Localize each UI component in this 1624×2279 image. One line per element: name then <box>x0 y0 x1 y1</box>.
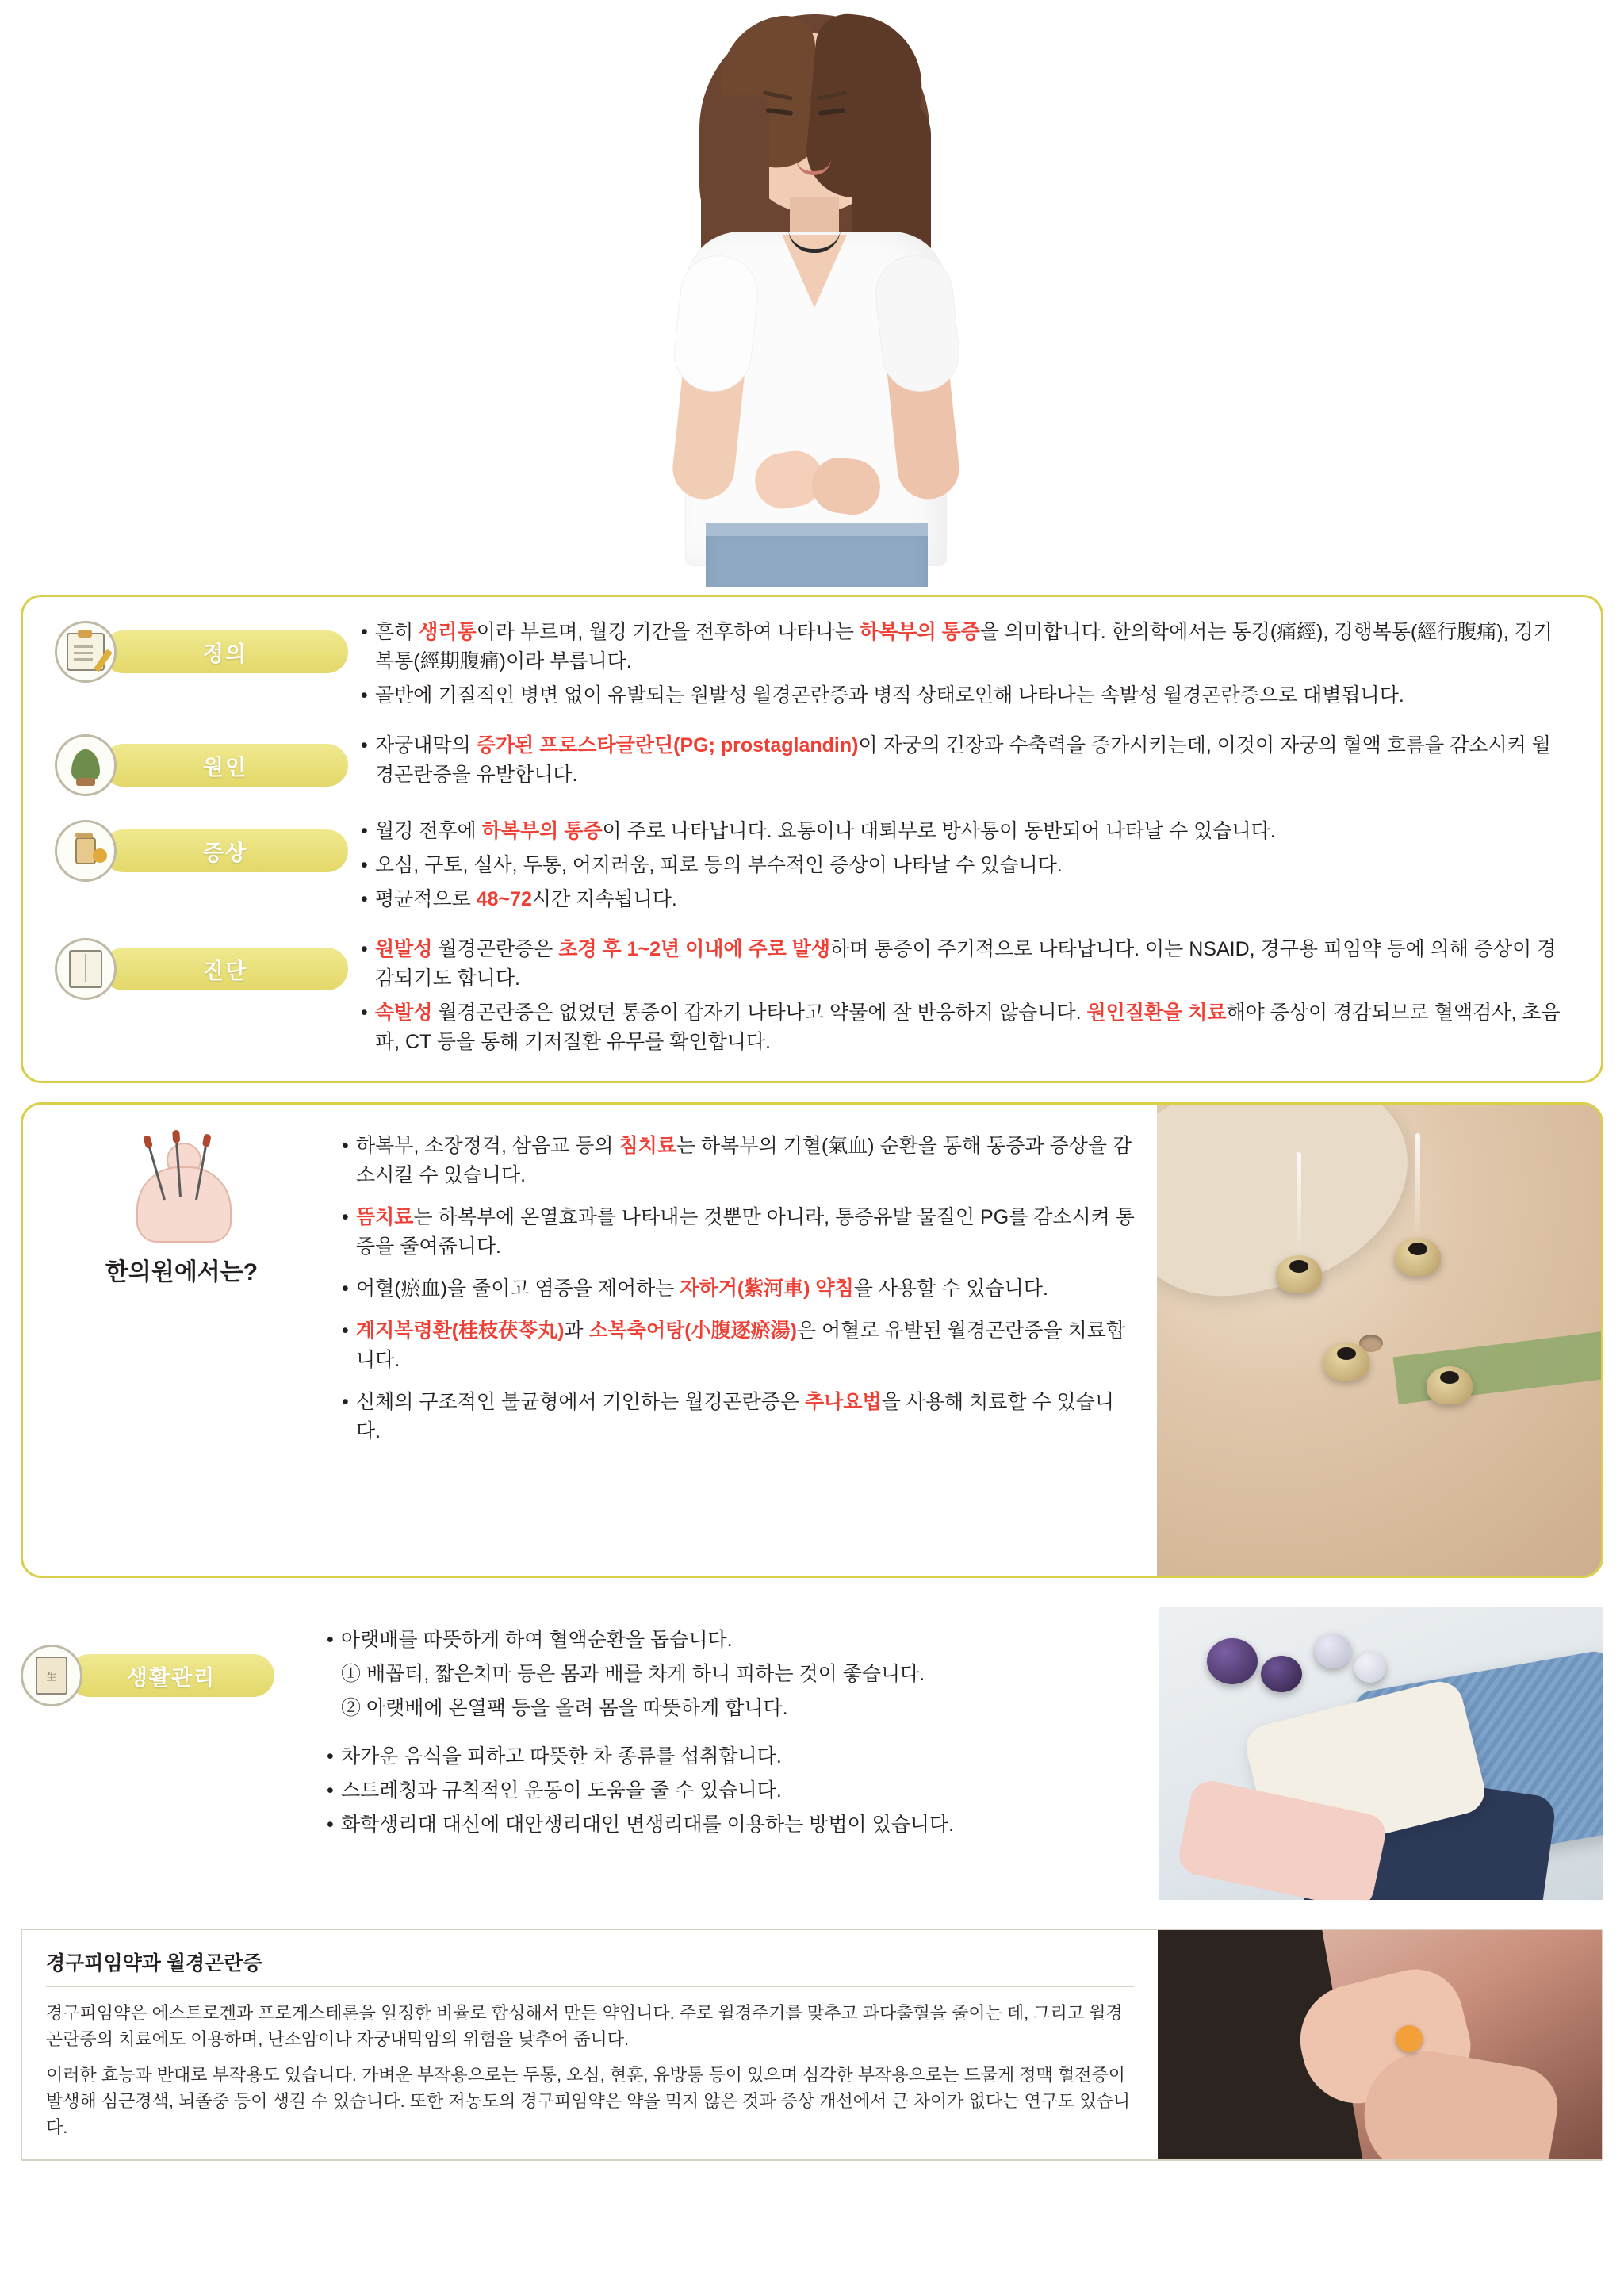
book-icon <box>55 938 117 1000</box>
section-symptom <box>55 817 1569 914</box>
list-item: • 평균적으로 48~72시간 지속됩니다. <box>359 885 1569 914</box>
content-column <box>348 731 1569 790</box>
lifestyle-bullets <box>325 1626 1139 1840</box>
list-item: • 골반에 기질적인 병변 없이 유발되는 원발성 월경곤란증과 병적 상태로인해 나타나는 속발성 월경곤란증으로 대별됩니다. <box>359 681 1569 711</box>
section-label-definition: 정의 <box>102 630 348 673</box>
list-item: • 하복부, 소장정격, 삼음교 등의 침치료는 하복부의 기혈(氣血) 순환을 통해 통증과 증상을 감소시킬 수 있습니다. <box>340 1132 1136 1190</box>
woman-illustration <box>566 0 1058 587</box>
content-column <box>348 817 1569 914</box>
list-item: • 아랫배를 따뜻하게 하여 혈액순환을 돕습니다. <box>325 1626 1139 1655</box>
list-item: • 스트레칭과 규칙적인 운동이 도움을 줄 수 있습니다. <box>325 1776 1139 1806</box>
list-item: • 어혈(瘀血)을 줄이고 염증을 제어하는 자하거(紫河車) 약침을 사용할 수 있습니다. <box>340 1274 1136 1304</box>
list-item: ② 아랫배에 온열팩 등을 올려 몸을 따뜻하게 합니다. <box>341 1697 788 1719</box>
label-column <box>55 618 348 683</box>
definition-bullets <box>359 618 1569 711</box>
lifestyle-section <box>21 1607 1603 1900</box>
diagnosis-bullets <box>359 935 1569 1057</box>
clinic-title: 한의원에서는? <box>105 1259 259 1285</box>
label-column <box>21 1607 314 1706</box>
note-box <box>21 1929 1603 2161</box>
label-column <box>55 935 348 1000</box>
section-cause <box>55 731 1569 796</box>
main-info-card <box>21 595 1603 1083</box>
note-paragraph: 경구피임약은 에스트로겐과 프로게스테론을 일정한 비율로 합성해서 만든 약입니다. 주로 월경주기를 맞추고 과다출혈을 줄이는 데, 그리고 월경곤란증의 치료에도 이용하며, 난소암이나 자궁내막암의 위험을 낮추어 줍니다. <box>46 2003 1123 2049</box>
content-column <box>348 935 1569 1057</box>
medicine-jar-icon <box>55 820 117 882</box>
hero-photo <box>21 0 1603 587</box>
list-item: ① 배꼽티, 짧은치마 등은 몸과 배를 차게 하니 피하는 것이 좋습니다. <box>341 1663 925 1685</box>
note-title: 경구피임약과 월경곤란증 <box>46 1948 1134 1987</box>
moxibustion-photo <box>1157 1105 1601 1576</box>
list-item: • 자궁내막의 증가된 프로스타글란딘(PG; prostaglandin)이 자궁의 긴장과 수축력을 증가시키는데, 이것이 자궁의 혈액 흐름을 감소시켜 월경곤란증을 유발합니다. <box>359 731 1569 790</box>
label-column <box>55 817 348 882</box>
herb-icon <box>55 734 117 796</box>
scroll-icon: 生 <box>21 1645 82 1706</box>
note-paragraph: 이러한 효능과 반대로 부작용도 있습니다. 가벼운 부작용으로는 두통, 오심, 현훈, 유방통 등이 있으며 심각한 부작용으로는 드물게 정맥 혈전증이 발생해 심근경색, 뇌졸중 등이 생길 수 있습니다. 또한 저농도의 경구피임약은 약을 먹지 않은 것과 증상 개선에서 큰 차이가 없다는 연구도 있습니다. <box>46 2065 1131 2137</box>
cloth-pad-photo <box>1159 1607 1603 1900</box>
clinic-bullets <box>340 1132 1136 1446</box>
section-definition <box>55 618 1569 711</box>
clipboard-pen-icon <box>55 621 117 683</box>
list-item: • 화학생리대 대신에 대안생리대인 면생리대를 이용하는 방법이 있습니다. <box>325 1810 1139 1840</box>
clinic-card <box>21 1102 1603 1578</box>
lifestyle-content <box>314 1607 1159 1840</box>
section-label-diagnosis: 진단 <box>102 948 348 990</box>
jeans <box>706 523 928 587</box>
section-diagnosis <box>55 935 1569 1057</box>
acupuncture-figure-icon <box>122 1138 241 1241</box>
section-label-symptom: 증상 <box>102 829 348 872</box>
clinic-content <box>340 1105 1157 1576</box>
symptom-bullets <box>359 817 1569 914</box>
list-item: • 계지복령환(桂枝茯苓丸)과 소복축어탕(小腹逐瘀湯)은 어혈로 유발된 월경곤란증을 치료합니다. <box>340 1316 1136 1375</box>
label-column <box>55 731 348 796</box>
pill-hand-photo <box>1158 1930 1602 2159</box>
cause-bullets <box>359 731 1569 790</box>
list-item: • 속발성 월경곤란증은 없었던 통증이 갑자기 나타나고 약물에 잘 반응하지 않습니다. 원인질환을 치료해야 증상이 경감되므로 혈액검사, 초음파, CT 등을 통해 기저질환 유무를 확인합니다. <box>359 998 1569 1057</box>
section-label-lifestyle: 생활관리 <box>68 1654 274 1697</box>
list-item: • 차가운 음식을 피하고 따뜻한 차 종류를 섭취합니다. <box>325 1742 1139 1771</box>
note-text-column <box>22 1930 1158 2159</box>
list-item: • 원발성 월경곤란증은 초경 후 1~2년 이내에 주로 발생하며 통증이 주기적으로 나타납니다. 이는 NSAID, 경구용 피임약 등에 의해 증상이 경감되기도 합니다. <box>359 935 1569 994</box>
list-item: • 뜸치료는 하복부에 온열효과를 나타내는 것뿐만 아니라, 통증유발 물질인 PG를 감소시켜 통증을 줄여줍니다. <box>340 1203 1136 1262</box>
section-label-cause: 원인 <box>102 744 348 787</box>
list-item: • 월경 전후에 하복부의 통증이 주로 나타납니다. 요통이나 대퇴부로 방사통이 동반되어 나타날 수 있습니다. <box>359 817 1569 846</box>
list-item: • 흔히 생리통이라 부르며, 월경 기간을 전후하여 나타나는 하복부의 통증을 의미합니다. 한의학에서는 통경(痛經), 경행복통(經行腹痛), 경기복통(經期腹痛)이라 부릅니다. <box>359 618 1569 676</box>
list-item: • 오심, 구토, 설사, 두통, 어지러움, 피로 등의 부수적인 증상이 나타날 수 있습니다. <box>359 851 1569 880</box>
content-column <box>348 618 1569 711</box>
clinic-label-column <box>23 1105 340 1576</box>
list-item: • 신체의 구조적인 불균형에서 기인하는 월경곤란증은 추나요법을 사용해 치료할 수 있습니다. <box>340 1388 1136 1446</box>
